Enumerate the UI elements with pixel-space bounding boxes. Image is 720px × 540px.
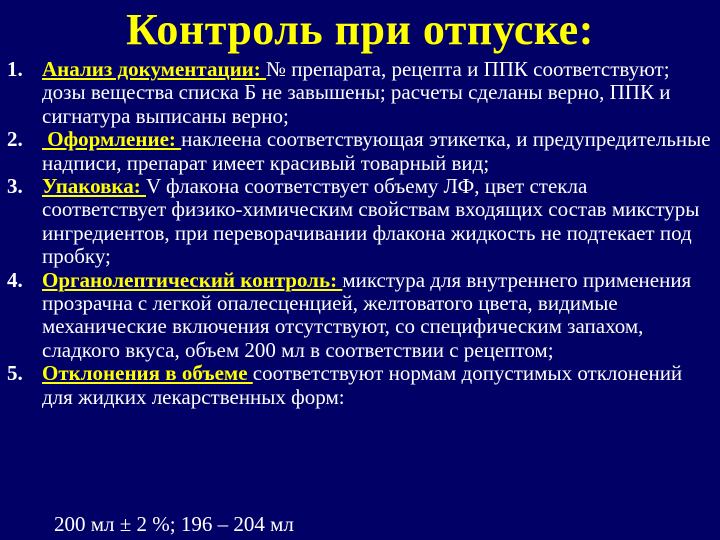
list-item <box>0 58 720 128</box>
item-text: № препарата, рецепта и ППК соответствуют; дозы вещества списка Б не завышены; расчеты сделаны верно, ППК и сигнатура выписаны верно; <box>42 57 671 128</box>
item-number: 2. <box>7 127 23 152</box>
item-text: соответствуют нормам допустимых отклонений для жидких лекарственных форм: <box>42 361 683 409</box>
item-number: 3. <box>7 174 23 199</box>
list-item <box>0 362 720 409</box>
item-number: 5. <box>7 361 23 386</box>
list-item <box>0 128 720 175</box>
item-number: 1. <box>7 57 23 81</box>
item-label: Отклонения в объеме <box>42 361 253 386</box>
control-list <box>0 58 720 409</box>
item-number: 4. <box>7 267 23 292</box>
list-item <box>0 269 720 363</box>
item-text: V флакона соответствует объему ЛФ, цвет стекла соответствует физико-химическим свойствам входящих состав микстуры ингредиентов, при переворачивании флакона жидкость не подтекает под пробку; <box>42 174 700 269</box>
slide-title: Контроль при отпуске: <box>126 5 594 54</box>
item-label: Органолептический контроль: <box>42 267 343 292</box>
item-text: наклеена соответствующая этикетка, и предупредительные надписи, препарат имеет красивый товарный вид; <box>42 127 711 175</box>
item-label: Оформление: <box>42 127 182 152</box>
item-label: Анализ документации: <box>42 57 267 81</box>
volume-tolerance-formula: 200 мл ± 2 %; 196 – 204 мл <box>54 512 294 536</box>
list-item <box>0 175 720 269</box>
item-label: Упаковка: <box>42 174 146 199</box>
item-text: микстура для внутреннего применения прозрачна с легкой опалесценцией, желтоватого цвета, видимые механические включения отсутствуют, со специфическим запахом, сладкого вкуса, объем 200 мл в соответствии с рецептом; <box>42 267 692 362</box>
